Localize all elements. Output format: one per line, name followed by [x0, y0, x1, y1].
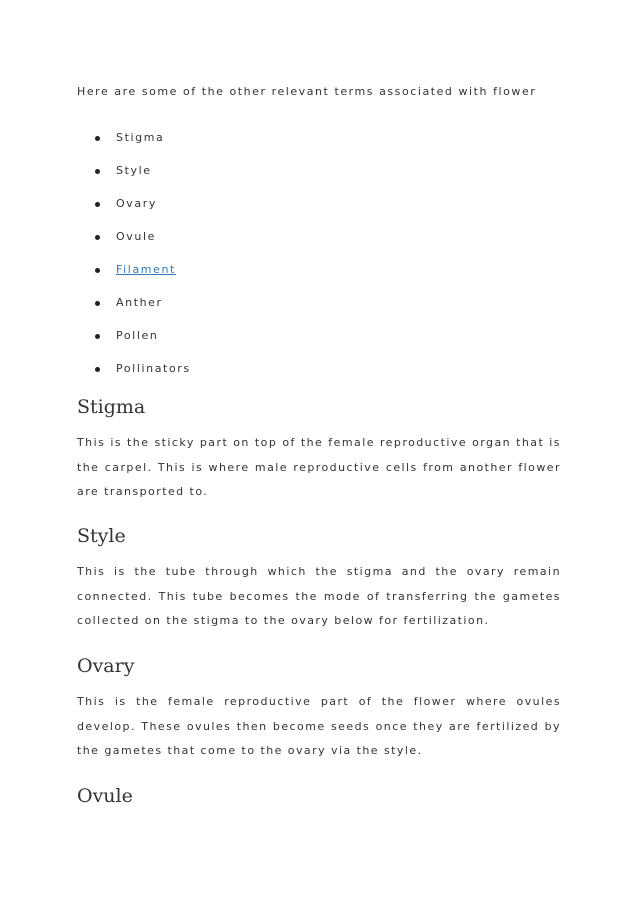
term-list: [95, 130, 191, 394]
list-item-stigma: [95, 130, 191, 163]
section-heading: Style: [77, 525, 126, 547]
term-label: Anther: [116, 296, 163, 309]
list-item-anther: [95, 295, 191, 328]
filament-link[interactable]: Filament: [116, 263, 176, 276]
list-item-pollen: [95, 328, 191, 361]
section-body: This is the sticky part on top of the female reproductive organ that is the carpel. This is where male reproductive cells from another flower are transported to.: [77, 436, 561, 498]
term-label: Pollinators: [116, 362, 191, 375]
bullet-icon: [95, 367, 100, 372]
list-item-ovule: [95, 229, 191, 262]
term-label: Style: [116, 164, 152, 177]
bullet-icon: [95, 169, 100, 174]
section-ovule: [77, 784, 561, 808]
section-body: This is the female reproductive part of the flower where ovules develop. These ovules then become seeds once they are fertilized by the gametes that come to the ovary via the style.: [77, 695, 561, 757]
bullet-icon: [95, 136, 100, 141]
term-label: Stigma: [116, 131, 165, 144]
bullet-icon: [95, 202, 100, 207]
list-item-ovary: [95, 196, 191, 229]
term-label: Ovule: [116, 230, 156, 243]
list-item-style: [95, 163, 191, 196]
bullet-icon: [95, 334, 100, 339]
list-item-pollinators: [95, 361, 191, 394]
section-stigma: [77, 395, 561, 505]
intro-text: Here are some of the other relevant terms associated with flower: [77, 85, 537, 98]
section-heading: Ovule: [77, 785, 133, 807]
section-style: [77, 524, 561, 634]
section-ovary: [77, 654, 561, 764]
bullet-icon: [95, 235, 100, 240]
section-heading: Stigma: [77, 396, 146, 418]
section-body: This is the tube through which the stigma and the ovary remain connected. This tube becomes the mode of transferring the gametes collected on the stigma to the ovary below for fertilization.: [77, 565, 561, 627]
term-label: Pollen: [116, 329, 159, 342]
section-heading: Ovary: [77, 655, 135, 677]
term-label: Ovary: [116, 197, 157, 210]
bullet-icon: [95, 301, 100, 306]
bullet-icon: [95, 268, 100, 273]
list-item-filament: [95, 262, 191, 295]
